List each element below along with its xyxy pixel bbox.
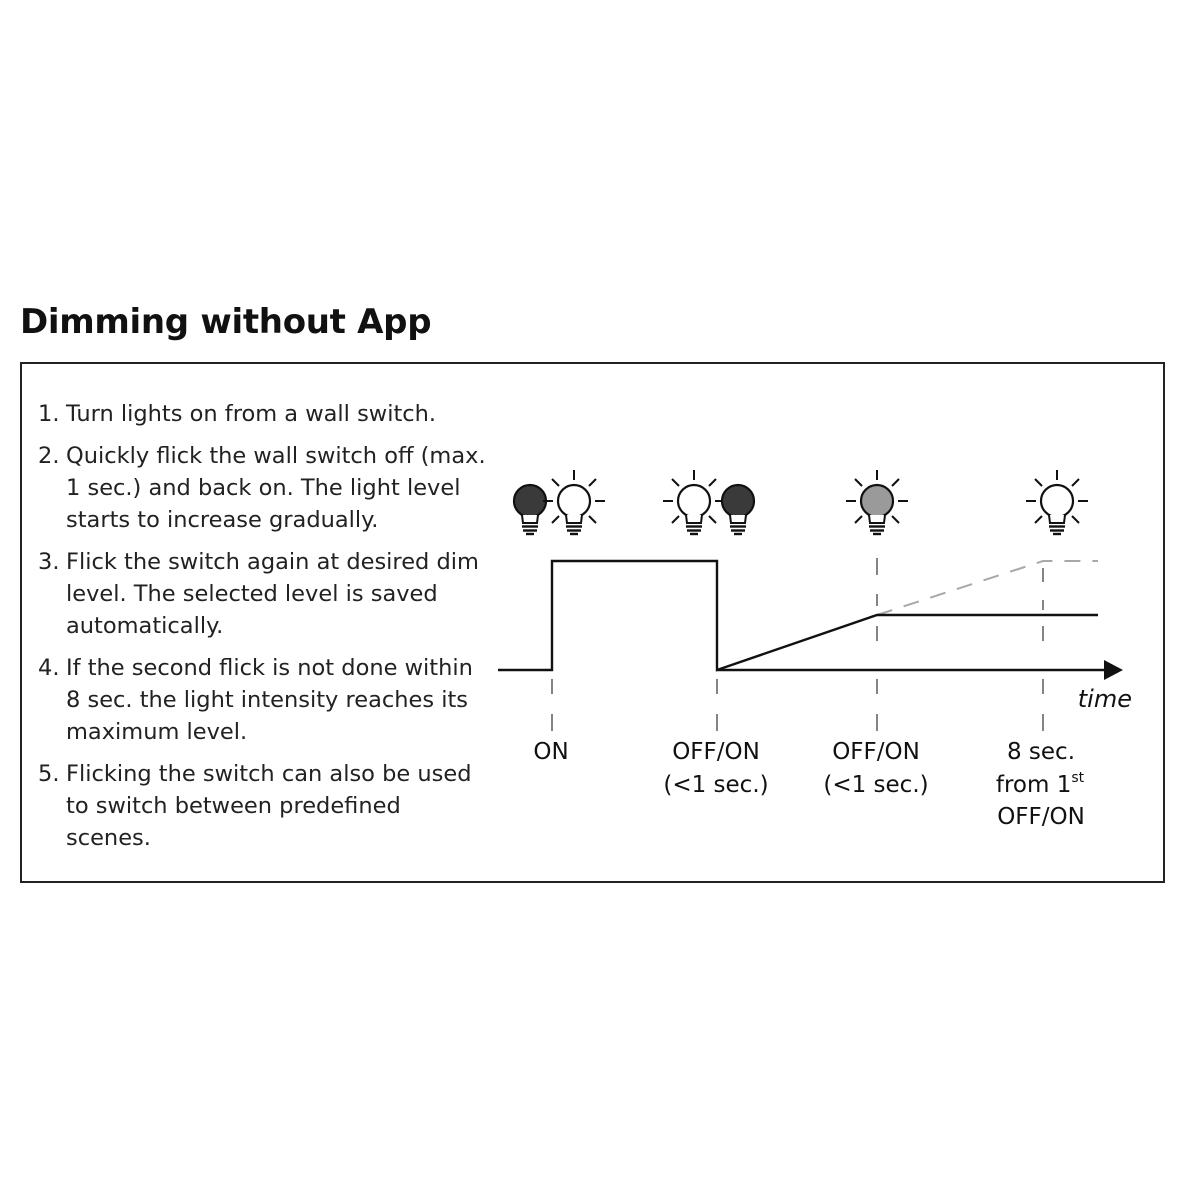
step-number: 4. — [38, 655, 60, 681]
step-number: 3. — [38, 549, 60, 575]
step-number: 1. — [38, 401, 60, 427]
step-number: 2. — [38, 443, 60, 469]
bulb-on-icon — [543, 470, 605, 534]
step-text: Flicking the switch can also be used to switch between predefined scenes. — [66, 761, 472, 851]
event-label: (<1 sec.) — [663, 772, 769, 798]
bulb-off-icon — [514, 485, 546, 534]
step-number: 5. — [38, 761, 60, 787]
bulb-dim-icon — [846, 470, 908, 534]
bulb-on-icon — [663, 470, 725, 534]
arrow-head-icon — [1104, 660, 1123, 680]
event-label: OFF/ON — [997, 804, 1085, 830]
event-label: (<1 sec.) — [823, 772, 929, 798]
step-text: Quickly flick the wall switch off (max. 1 sec.) and back on. The light level starts to increase gradually. — [66, 443, 486, 533]
event-label: OFF/ON — [832, 739, 920, 765]
max-level-projection — [877, 561, 1098, 615]
step-text: Turn lights on from a wall switch. — [66, 401, 437, 427]
time-axis-label: time — [1077, 685, 1132, 713]
bulb-off-icon — [722, 485, 754, 534]
step-text: Flick the switch again at desired dim level. The selected level is saved automatically. — [66, 549, 479, 639]
bulb-on-icon — [1026, 470, 1088, 534]
step-text: If the second flick is not done within 8 sec. the light intensity reaches its maximum level. — [66, 655, 473, 745]
page-title: Dimming without App — [20, 302, 432, 342]
event-label: OFF/ON — [672, 739, 760, 765]
light-level-signal — [498, 561, 1098, 670]
event-label: ON — [533, 739, 569, 765]
ordinal-suffix: st — [1071, 770, 1085, 786]
event-label — [996, 770, 1085, 798]
event-label-text: from 1 — [995, 772, 1072, 798]
event-label: 8 sec. — [1006, 739, 1076, 765]
